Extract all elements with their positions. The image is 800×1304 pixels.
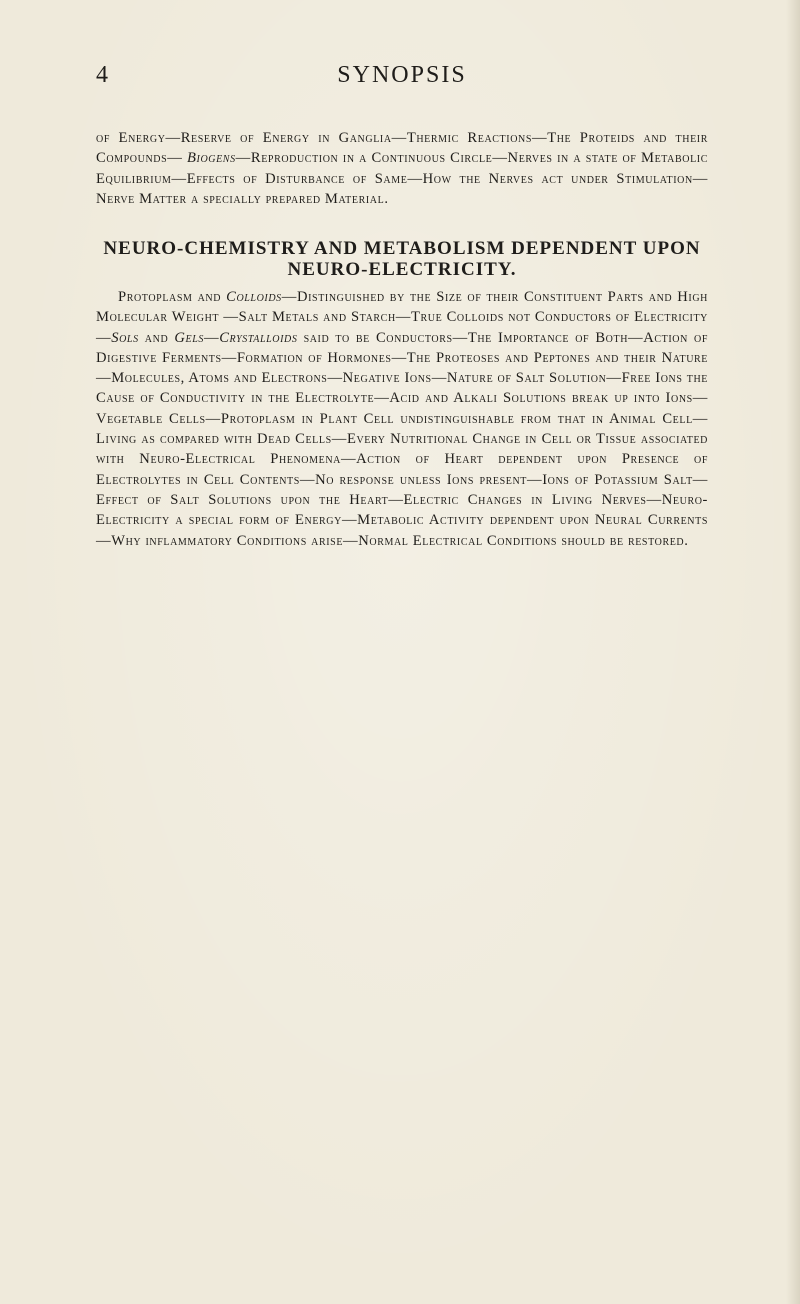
body-text-4: — xyxy=(204,329,220,346)
body-text-3: and xyxy=(138,329,175,346)
running-head: SYNOPSIS xyxy=(337,62,467,88)
intro-italic-biogens: Biogens xyxy=(187,150,236,167)
page-header xyxy=(96,62,708,92)
section-heading: NEURO-CHEMISTRY AND METABOLISM DEPENDENT UPON NEURO-ELECTRICITY. xyxy=(103,238,701,280)
body-italic-gels: Gels xyxy=(174,329,204,346)
body-italic-colloids: Colloids xyxy=(226,289,282,305)
page-number: 4 xyxy=(96,62,109,88)
intro-text-2: —Reproduction in a Continuous Circle—Nerves in a state of Metabolic Equilibrium—Effects of Disturbance of Same—How the Nerves act under Stimulation—Nerve Matter a specially prepared Material. xyxy=(96,150,709,207)
page-edge-shadow xyxy=(786,0,800,1304)
body-text-1: Protoplasm and xyxy=(118,289,227,305)
intro-text-1: of Energy—Reserve of Energy in Ganglia—Thermic Reactions—The Proteids and their Compounds— xyxy=(96,130,708,167)
intro-paragraph xyxy=(96,128,708,209)
body-italic-sols: Sols xyxy=(111,329,139,346)
body-paragraph xyxy=(96,287,708,551)
body-text-5: said to be Conductors—The Importance of Both—Action of Digestive Ferments—Formation of Hormones—The Proteoses and Peptones and their Nature —Molecules, Atoms and Electrons—Negative Ions—Nature of Salt Solution—Free Ions the Cause of Conductivity in the Electrolyte—Acid and Alkali Solutions break up into Ions—Vegetable Cells—Protoplasm in Plant Cell undistinguishable from that in Animal Cell—Living as compared with Dead Cells—Every Nutritional Change in Cell or Tissue associated with Neuro-Electrical Phenomena—Action of Heart dependent upon Presence of Electrolytes in Cell Contents—No response unless Ions present—Ions of Potassium Salt—Effect of Salt Solutions upon the Heart—Electric Changes in Living Nerves—Neuro-Electricity a special form of Energy—Metabolic Activity dependent upon Neural Currents—Why inflammatory Conditions arise—Normal Electrical Conditions should be restored. xyxy=(96,329,708,549)
body-italic-crystalloids: Crystalloids xyxy=(219,329,298,346)
body-text-2: —Distinguished by the Size of their Constituent Parts and High Molecular Weight —Salt Metals and Starch—True Colloids not Conductors of Electricity— xyxy=(96,289,708,346)
